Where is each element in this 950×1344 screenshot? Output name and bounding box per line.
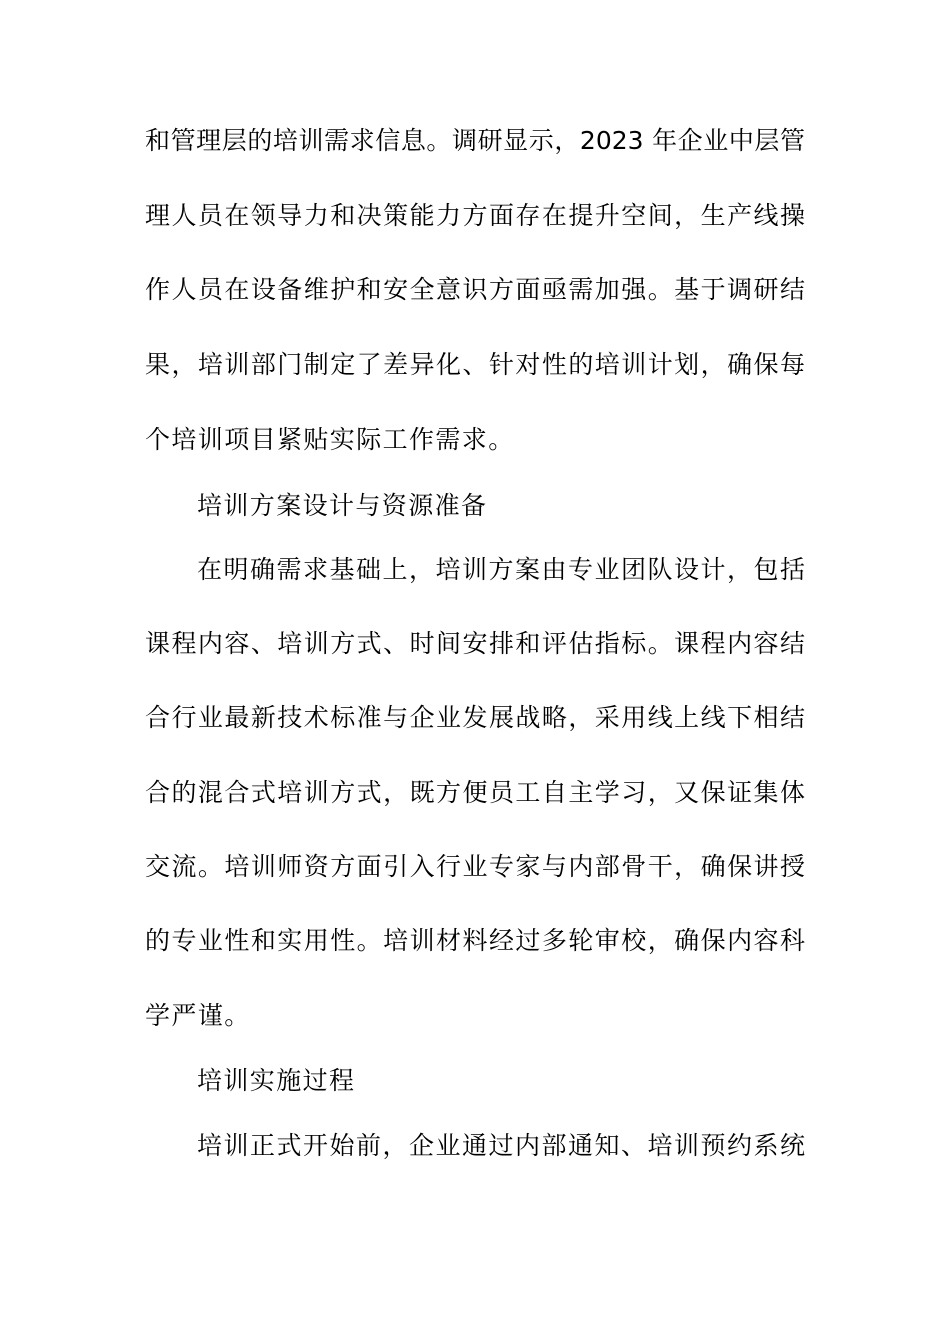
paragraph-line: 在明确需求基础上，培训方案由专业团队设计，包括 [197, 555, 805, 584]
paragraph-line: 合行业最新技术标准与企业发展战略，采用线上线下相结 [145, 703, 805, 732]
paragraph-line: 交流。培训师资方面引入行业专家与内部骨干，确保讲授 [145, 852, 805, 881]
paragraph-line: 作人员在设备维护和安全意识方面亟需加强。基于调研结 [145, 275, 805, 304]
paragraph-line: 学严谨。 [145, 1001, 251, 1030]
paragraph-line: 课程内容、培训方式、时间安排和评估指标。课程内容结 [145, 629, 805, 658]
paragraph-line: 培训正式开始前，企业通过内部通知、培训预约系统 [197, 1131, 805, 1160]
paragraph-line: 果，培训部门制定了差异化、针对性的培训计划，确保每 [145, 350, 805, 379]
paragraph-line: 个培训项目紧贴实际工作需求。 [145, 425, 515, 454]
paragraph-line: 和管理层的培训需求信息。调研显示，2023 年企业中层管 [145, 126, 805, 155]
section-heading: 培训方案设计与资源准备 [197, 491, 488, 520]
paragraph-line: 的专业性和实用性。培训材料经过多轮审校，确保内容科 [145, 926, 805, 955]
section-heading: 培训实施过程 [197, 1066, 356, 1095]
paragraph-line: 理人员在领导力和决策能力方面存在提升空间，生产线操 [145, 201, 805, 230]
paragraph-line: 合的混合式培训方式，既方便员工自主学习，又保证集体 [145, 778, 805, 807]
